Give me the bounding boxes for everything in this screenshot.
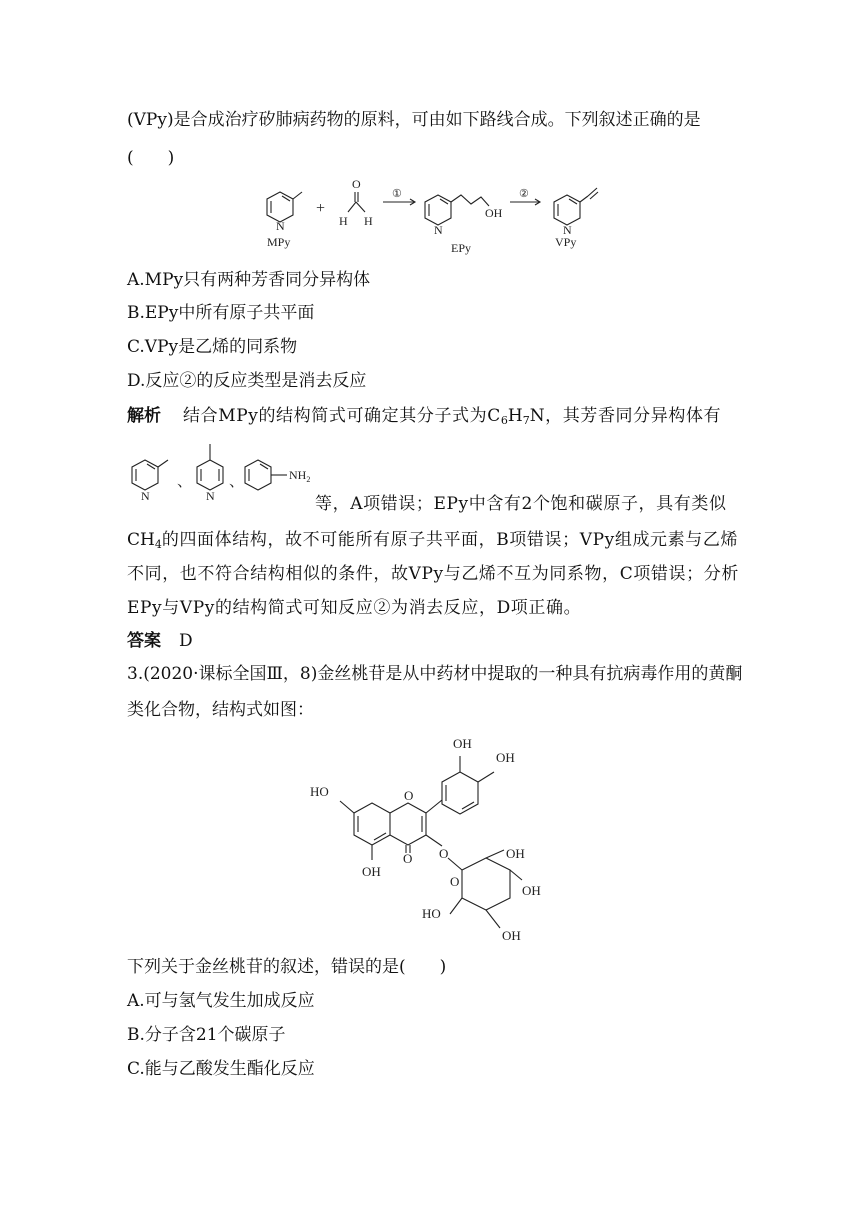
q3-stem-line2: 类化合物，结构式如图： <box>127 700 314 720</box>
option-a: A.MPy只有两种芳香同分异构体 <box>127 270 371 290</box>
aldehyde-h-right: H <box>364 214 373 228</box>
step-1-label: ① <box>392 188 402 200</box>
answer-label: 答案 <box>127 631 161 651</box>
q3-sub-question: 下列关于金丝桃苷的叙述，错误的是( ) <box>127 957 447 977</box>
vpy-n: N <box>563 223 572 237</box>
glycosidic-o: O <box>439 846 449 861</box>
q3-stem-line1: 3.(2020·课标全国Ⅲ，8)金丝桃苷是从中药材中提取的一种具有抗病毒作用的黄酮 <box>127 664 743 684</box>
sugar-oh-2: OH <box>522 883 541 898</box>
isomer-sep-2: 、 <box>229 474 245 490</box>
oh-ring-a: OH <box>362 864 381 879</box>
oh-ring-b-top: OH <box>453 736 472 751</box>
aldehyde-o: O <box>352 177 361 191</box>
q3-option-a: A.可与氢气发生加成反应 <box>127 991 315 1011</box>
hyperoside-structure <box>310 728 560 946</box>
isomer2-n: N <box>206 489 215 503</box>
mpy-label: MPy <box>267 235 291 249</box>
analysis-line4: 不同，也不符合结构相似的条件，故VPy与乙烯不互为同系物，C项错误；分析 <box>127 564 739 584</box>
vpy-label: VPy <box>555 235 577 249</box>
sugar-oh-1: OH <box>506 846 525 861</box>
reaction-scheme <box>255 172 615 258</box>
carbonyl-o: O <box>403 851 413 866</box>
ho-ring-a: HO <box>310 784 329 799</box>
isomer-structures <box>125 438 335 506</box>
aldehyde-h-left: H <box>339 214 348 228</box>
analysis-line5: EPy与VPy的结构简式可知反应②为消去反应，D项正确。 <box>127 598 582 618</box>
isomer-sep-1: 、 <box>177 474 193 490</box>
option-d: D.反应②的反应类型是消去反应 <box>127 371 367 391</box>
answer-value: D <box>179 631 193 651</box>
oh-ring-b-right: OH <box>496 750 515 765</box>
question-stem-line2: ( ) <box>127 148 175 168</box>
sugar-ho: HO <box>422 906 441 921</box>
step-2-label: ② <box>519 188 529 200</box>
isomer1-n: N <box>141 489 150 503</box>
epy-label: EPy <box>451 241 472 255</box>
q3-option-c: C.能与乙酸发生酯化反应 <box>127 1059 315 1079</box>
epy-n: N <box>434 223 443 237</box>
sugar-ring-o: O <box>450 874 460 889</box>
nh2-label: $NH_2$ <box>289 468 311 484</box>
analysis-line2: 等，A项错误；EPy中含有2个饱和碳原子，具有类似 <box>315 494 727 514</box>
mpy-n: N <box>276 219 285 233</box>
question-stem-line1: (VPy)是合成治疗矽肺病药物的原料，可由如下路线合成。下列叙述正确的是 <box>127 110 701 130</box>
analysis-label: 解析 <box>127 406 161 426</box>
option-c: C.VPy是乙烯的同系物 <box>127 337 298 357</box>
epy-oh: OH <box>485 206 503 220</box>
q3-option-b: B.分子含21个碳原子 <box>127 1025 286 1045</box>
ring-oxygen: O <box>404 788 414 803</box>
sugar-oh-3: OH <box>502 928 521 943</box>
plus-sign: + <box>316 200 326 217</box>
analysis-line3: $CH_4$的四面体结构，故不可能所有原子共平面，B项错误；VPy组成元素与乙烯 <box>127 530 739 551</box>
option-b: B.EPy中所有原子共平面 <box>127 303 315 323</box>
answer-line <box>127 629 193 653</box>
analysis-line1: 解析 结合MPy的结构简式可确定其分子式为$C_6H_7N$，其芳香同分异构体有 <box>127 406 722 427</box>
